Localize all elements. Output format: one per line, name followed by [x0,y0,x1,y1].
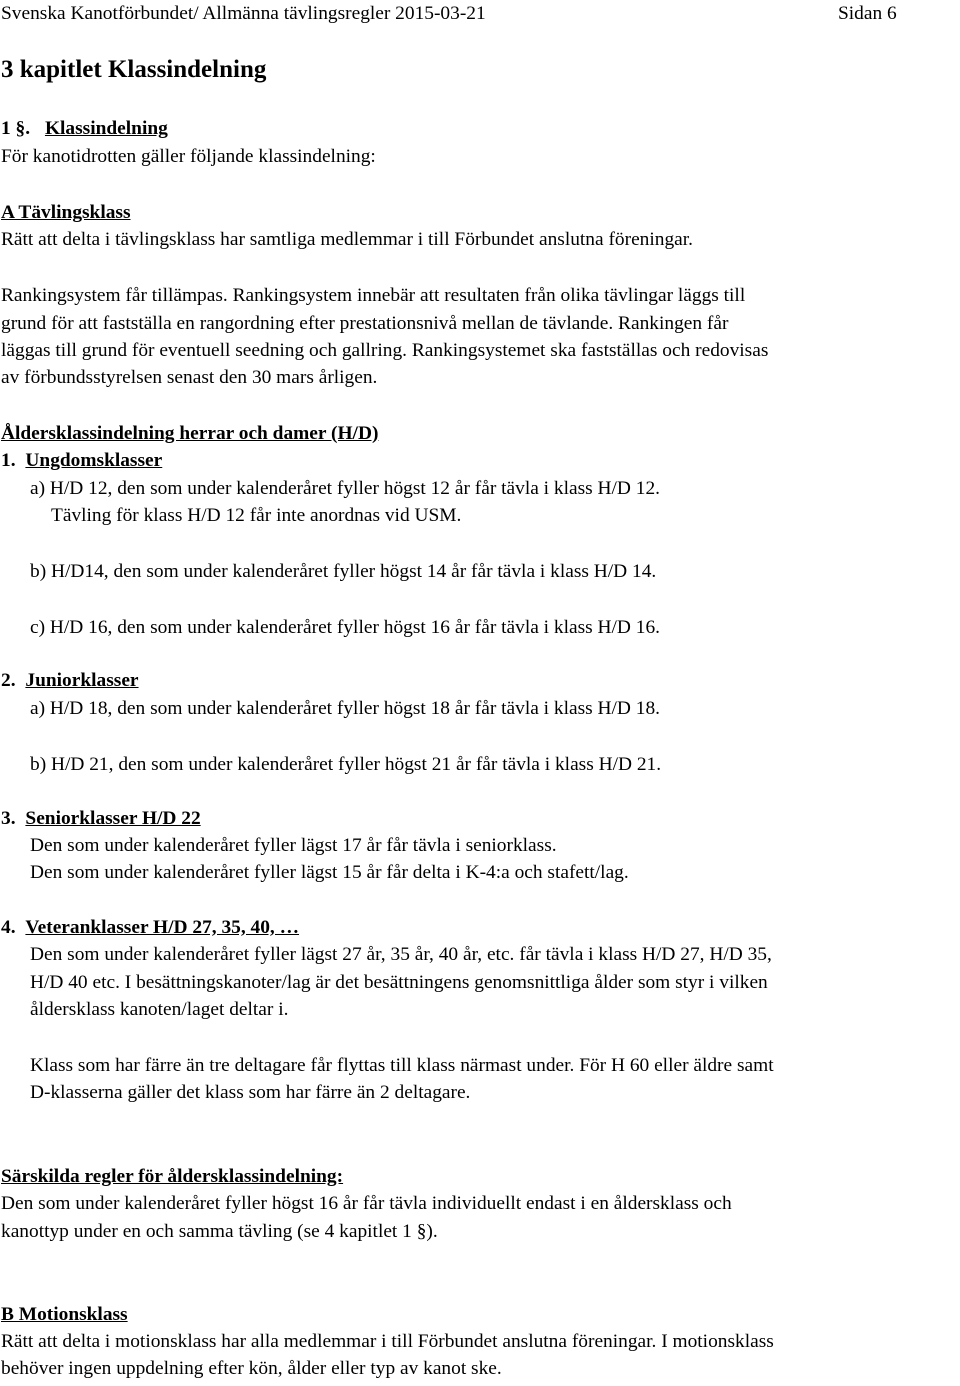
youth-a-line-1: a) H/D 12, den som under kalenderåret fyller högst 12 år får tävla i klass H/D 12. [30,478,661,499]
senior-line-1: Den som under kalenderåret fyller lägst 17 år får tävla i seniorklass. [30,835,557,856]
youth-a-line-2: Tävling för klass H/D 12 får inte anordnas vid USM. [51,505,462,526]
special-rules-line-2: kanottyp under en och samma tävling (se 4 kapitlet 1 §). [1,1221,438,1242]
veteran-line-2: H/D 40 etc. I besättningskanoter/lag är det besättningens genomsnittliga ålder som styr i vilken [30,972,768,993]
class-b-line-1: Rätt att delta i motionsklass har alla medlemmar i till Förbundet anslutna föreningar. I motionsklass [1,1331,774,1352]
age-class-heading: Åldersklassindelning herrar och damer (H/D) [1,423,379,444]
junior-a: a) H/D 18, den som under kalenderåret fyller högst 18 år får tävla i klass H/D 18. [30,698,661,719]
youth-number: 1. [1,450,16,471]
section-number: 1 §. [1,118,31,139]
senior-heading [1,805,201,833]
youth-title: Ungdomsklasser [25,450,163,471]
section-intro: För kanotidrotten gäller följande klassindelning: [1,146,376,167]
junior-title: Juniorklasser [25,670,139,691]
ranking-line-2: grund för att fastställa en rangordning efter prestationsnivå mellan de tävlande. Rankingen får [1,313,729,334]
section-title: Klassindelning [44,118,168,139]
class-a-paragraph: Rätt att delta i tävlingsklass har samtliga medlemmar i till Förbundet anslutna föreningar. [1,229,693,250]
junior-heading [1,667,139,695]
veteran-line-4: Klass som har färre än tre deltagare får flyttas till klass närmast under. För H 60 eller äldre samt [30,1055,774,1076]
youth-heading [1,447,162,475]
ranking-line-3: läggas till grund för eventuell seedning och gallring. Rankingsystemet ska fastställas och redovisas [1,340,769,361]
youth-b: b) H/D14, den som under kalenderåret fyller högst 14 år får tävla i klass H/D 14. [30,561,657,582]
special-rules-line-1: Den som under kalenderåret fyller högst 16 år får tävla individuellt endast i en åldersklass och [1,1193,732,1214]
junior-b: b) H/D 21, den som under kalenderåret fyller högst 21 år får tävla i klass H/D 21. [30,754,662,775]
page-header-title: Svenska Kanotförbundet/ Allmänna tävlingsregler 2015-03-21 [1,3,486,24]
senior-title: Seniorklasser H/D 22 [25,808,201,829]
class-b-line-2: behöver ingen uppdelning efter kön, ålder eller typ av kanot ske. [1,1358,502,1379]
class-b-title: B Motionsklass [1,1304,128,1325]
veteran-number: 4. [1,917,16,938]
veteran-title: Veteranklasser H/D 27, 35, 40, … [25,917,300,938]
youth-c: c) H/D 16, den som under kalenderåret fyller högst 16 år får tävla i klass H/D 16. [30,617,661,638]
senior-line-2: Den som under kalenderåret fyller lägst 15 år får delta i K-4:a och stafett/lag. [30,862,629,883]
class-a-title: A Tävlingsklass [1,202,131,223]
junior-number: 2. [1,670,16,691]
veteran-line-3: åldersklass kanoten/laget deltar i. [30,999,289,1020]
veteran-line-1: Den som under kalenderåret fyller lägst 27 år, 35 år, 40 år, etc. får tävla i klass H/D 27, H/D 35, [30,944,772,965]
veteran-heading [1,914,299,942]
special-rules-title: Särskilda regler för åldersklassindelning: [1,1166,344,1187]
page-number: Sidan 6 [838,3,897,24]
section-heading [1,115,168,143]
ranking-line-1: Rankingsystem får tillämpas. Rankingsystem innebär att resultaten från olika tävlingar läggs till [1,285,746,306]
veteran-line-5: D-klasserna gäller det klass som har färre än 2 deltagare. [30,1082,471,1103]
chapter-title: 3 kapitlet Klassindelning [1,56,267,83]
senior-number: 3. [1,808,16,829]
ranking-line-4: av förbundsstyrelsen senast den 30 mars årligen. [1,367,378,388]
